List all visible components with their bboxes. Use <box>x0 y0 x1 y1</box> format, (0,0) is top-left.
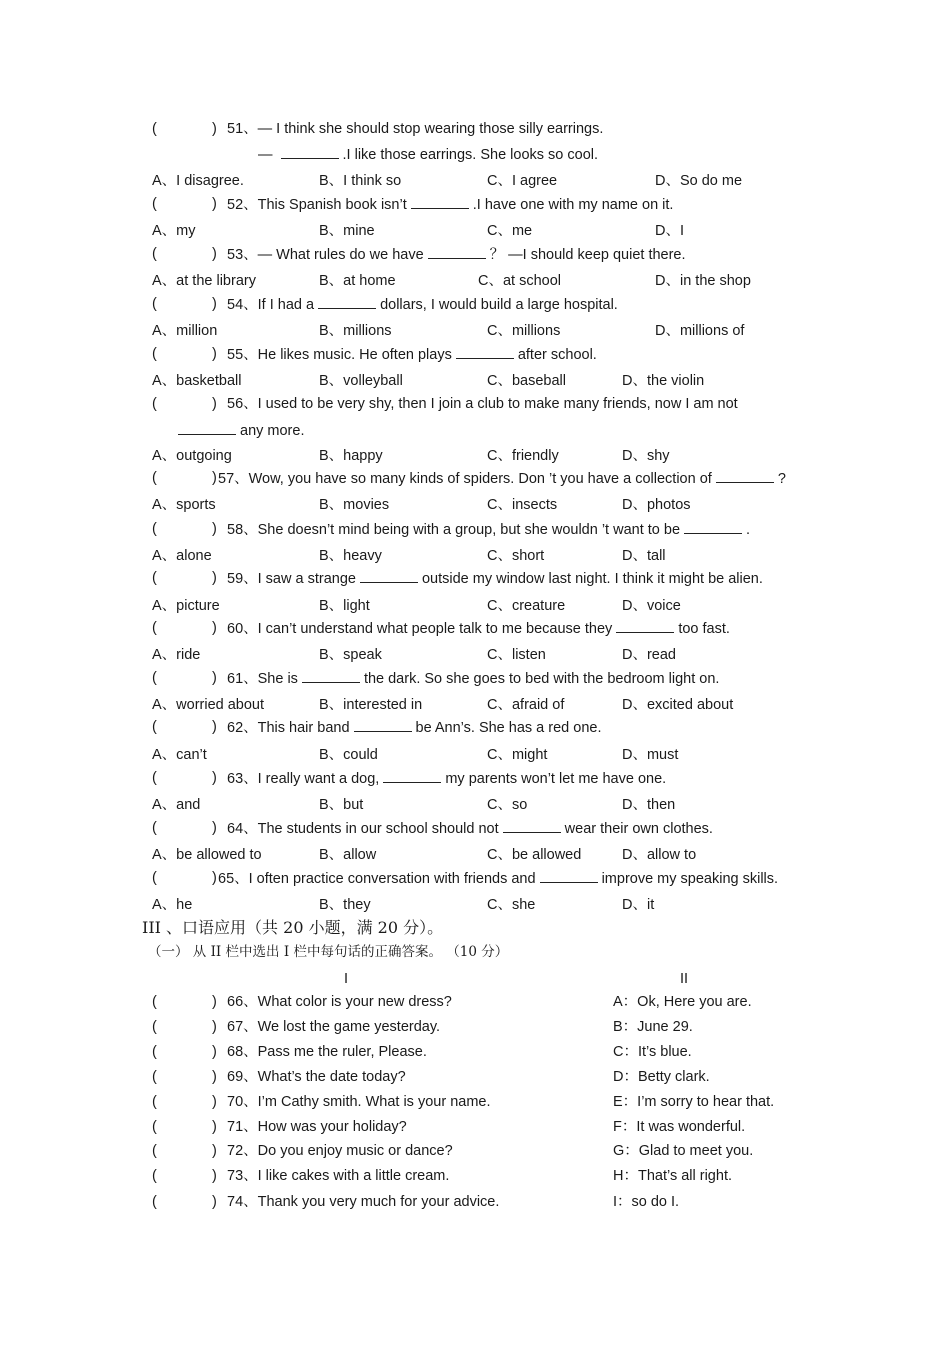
question-text <box>227 818 713 839</box>
match-question-text: 66、What color is your new dress? <box>227 994 452 1010</box>
option-a[interactable]: A、at the library <box>152 273 256 289</box>
question-prefix: 51、— I think she should stop wearing those silly earrings. <box>227 121 604 137</box>
paren-close: ) <box>212 470 217 486</box>
option-b[interactable]: B、could <box>319 747 378 763</box>
question-reply-line <box>258 144 598 164</box>
option-b[interactable]: B、mine <box>319 223 375 239</box>
option-c[interactable]: C、creature <box>487 598 566 614</box>
paren-close: ) <box>212 521 217 537</box>
paren-close: ) <box>212 296 217 312</box>
option-d[interactable]: D、then <box>622 797 676 813</box>
paren-open: ( <box>152 346 157 362</box>
paren-close: ) <box>212 1019 217 1035</box>
question-text <box>218 868 778 889</box>
paren-close: ) <box>212 1168 217 1184</box>
option-c[interactable]: C、friendly <box>487 448 559 464</box>
option-b[interactable]: B、movies <box>319 497 390 513</box>
match-question-text: 72、Do you enjoy music or dance? <box>227 1143 453 1159</box>
paren-close: ) <box>212 346 217 362</box>
question-suffix: . <box>746 522 751 538</box>
paren-close: ) <box>212 1044 217 1060</box>
question-text <box>227 568 763 589</box>
question-suffix: my parents won’t let me have one. <box>445 771 667 787</box>
question-text <box>227 119 603 139</box>
question-prefix: 61、She is <box>227 671 298 687</box>
option-c[interactable]: C、baseball <box>487 373 566 389</box>
option-d[interactable]: D、voice <box>622 598 681 614</box>
paren-close: ) <box>212 121 217 137</box>
question-text <box>227 618 730 639</box>
question-prefix: 63、I really want a dog, <box>227 771 380 787</box>
paren-open: ( <box>152 296 157 312</box>
paren-close: ) <box>212 770 217 786</box>
paren-open: ( <box>152 1094 157 1110</box>
paren-open: ( <box>152 1143 157 1159</box>
question-prefix: 64、The students in our school should not <box>227 821 499 837</box>
question-suffix: outside my window last night. I think it might be alien. <box>421 571 763 587</box>
answer-blank[interactable] <box>503 818 561 833</box>
match-question-text: 67、We lost the game yesterday. <box>227 1019 441 1035</box>
option-a[interactable]: A、sports <box>152 497 216 513</box>
question-suffix: ？ —I should keep quiet there. <box>489 247 686 263</box>
answer-blank[interactable] <box>411 194 469 209</box>
paren-open: ( <box>152 396 157 412</box>
question-prefix: 56、I used to be very shy, then I join a club to make many friends, now I am not <box>227 396 738 412</box>
match-answer: C：It’s blue. <box>613 1044 692 1060</box>
answer-blank[interactable] <box>716 468 774 483</box>
option-c[interactable]: C、millions <box>487 323 561 339</box>
question-text <box>227 244 686 265</box>
match-question-text: 71、How was your holiday? <box>227 1119 407 1135</box>
paren-close: ) <box>212 870 217 886</box>
match-answer: D：Betty clark. <box>613 1069 710 1085</box>
paren-open: ( <box>152 121 157 137</box>
reply-text: .I like those earrings. She looks so cool. <box>342 147 599 163</box>
part-instruction: （一） 从 II 栏中选出 I 栏中每句话的正确答案。 （10 分） <box>148 944 509 960</box>
option-b[interactable]: B、interested in <box>319 697 423 713</box>
paren-close: ) <box>212 1069 217 1085</box>
paren-close: ) <box>212 1094 217 1110</box>
question-suffix: dollars, I would build a large hospital. <box>380 297 618 313</box>
answer-blank[interactable] <box>383 768 441 783</box>
option-d[interactable]: D、the violin <box>622 373 705 389</box>
question-text <box>227 344 597 365</box>
option-d[interactable]: D、must <box>622 747 679 763</box>
question-suffix: .I have one with my name on it. <box>472 197 674 213</box>
paren-open: ( <box>152 1119 157 1135</box>
match-answer: H：That’s all right. <box>613 1168 732 1184</box>
section-title: III 、口语应用（共 20 小题，满 20 分）。 <box>142 918 444 937</box>
answer-blank[interactable] <box>616 618 674 633</box>
column-header-ii: II <box>680 971 689 987</box>
option-b[interactable]: B、millions <box>319 323 392 339</box>
match-answer: E：I’m sorry to hear that. <box>613 1094 775 1110</box>
match-question-text: 69、What’s the date today? <box>227 1069 406 1085</box>
option-a[interactable]: A、can’t <box>152 747 207 763</box>
option-c[interactable]: C、me <box>487 223 533 239</box>
paren-close: ) <box>212 1194 217 1210</box>
paren-close: ) <box>212 820 217 836</box>
match-question-text: 68、Pass me the ruler, Please. <box>227 1044 427 1060</box>
question-prefix: 53、— What rules do we have <box>227 247 424 263</box>
question-suffix: be Ann’s. She has a red one. <box>415 720 602 736</box>
paren-close: ) <box>212 994 217 1010</box>
option-d[interactable]: D、allow to <box>622 847 697 863</box>
option-d[interactable]: D、shy <box>622 448 670 464</box>
option-a[interactable]: A、million <box>152 323 218 339</box>
paren-open: ( <box>152 1019 157 1035</box>
question-continuation <box>174 420 304 440</box>
paren-close: ) <box>212 1119 217 1135</box>
option-b[interactable]: B、heavy <box>319 548 382 564</box>
option-a[interactable]: A、he <box>152 897 193 913</box>
question-text <box>227 294 618 315</box>
option-b[interactable]: B、but <box>319 797 364 813</box>
paren-open: ( <box>152 470 157 486</box>
answer-blank[interactable] <box>354 717 412 732</box>
paren-open: ( <box>152 570 157 586</box>
option-c[interactable]: C、at school <box>478 273 562 289</box>
option-b[interactable]: B、they <box>319 897 371 913</box>
paren-open: ( <box>152 1194 157 1210</box>
continuation-text: any more. <box>240 423 305 439</box>
option-a[interactable]: A、worried about <box>152 697 265 713</box>
paren-open: ( <box>152 770 157 786</box>
option-b[interactable]: B、volleyball <box>319 373 403 389</box>
question-text <box>227 394 738 414</box>
option-a[interactable]: A、be allowed to <box>152 847 262 863</box>
paren-close: ) <box>212 196 217 212</box>
match-question-text: 70、I’m Cathy smith. What is your name. <box>227 1094 491 1110</box>
answer-blank[interactable] <box>540 868 598 883</box>
match-answer: B：June 29. <box>613 1019 693 1035</box>
question-text <box>227 668 719 689</box>
paren-close: ) <box>212 670 217 686</box>
paren-close: ) <box>212 570 217 586</box>
match-answer: A：Ok, Here you are. <box>613 994 752 1010</box>
option-c[interactable]: C、she <box>487 897 536 913</box>
option-d[interactable]: D、photos <box>622 497 691 513</box>
option-a[interactable]: A、my <box>152 223 196 239</box>
paren-open: ( <box>152 1168 157 1184</box>
paren-open: ( <box>152 620 157 636</box>
option-b[interactable]: B、speak <box>319 647 382 663</box>
answer-blank[interactable] <box>318 294 376 309</box>
answer-blank[interactable] <box>360 568 418 583</box>
option-d[interactable]: D、I <box>655 223 684 239</box>
option-b[interactable]: B、allow <box>319 847 377 863</box>
paren-open: ( <box>152 1069 157 1085</box>
option-d[interactable]: D、So do me <box>655 173 743 189</box>
option-b[interactable]: B、light <box>319 598 370 614</box>
option-d[interactable]: D、millions of <box>655 323 745 339</box>
paren-open: ( <box>152 870 157 886</box>
option-c[interactable]: C、be allowed <box>487 847 582 863</box>
option-a[interactable]: A、picture <box>152 598 220 614</box>
option-c[interactable]: C、insects <box>487 497 558 513</box>
paren-open: ( <box>152 1044 157 1060</box>
answer-blank[interactable] <box>684 519 742 534</box>
question-prefix: 58、She doesn’t mind being with a group, but she wouldn ’t want to be <box>227 522 681 538</box>
paren-close: ) <box>212 620 217 636</box>
question-prefix: 54、If I had a <box>227 297 315 313</box>
option-a[interactable]: A、ride <box>152 647 201 663</box>
paren-open: ( <box>152 820 157 836</box>
answer-blank[interactable] <box>456 344 514 359</box>
match-answer: F：It was wonderful. <box>613 1119 746 1135</box>
reply-dash: — <box>258 147 277 163</box>
option-c[interactable]: C、short <box>487 548 545 564</box>
option-a[interactable]: A、outgoing <box>152 448 232 464</box>
paren-close: ) <box>212 719 217 735</box>
option-d[interactable]: D、it <box>622 897 655 913</box>
option-a[interactable]: A、and <box>152 797 201 813</box>
match-answer: I：so do I. <box>613 1194 680 1210</box>
question-prefix: 57、Wow, you have so many kinds of spiders. Don ’t you have a collection of <box>218 471 712 487</box>
option-a[interactable]: A、I disagree. <box>152 173 244 189</box>
option-d[interactable]: D、tall <box>622 548 666 564</box>
paren-open: ( <box>152 521 157 537</box>
question-prefix: 59、I saw a strange <box>227 571 356 587</box>
option-c[interactable]: C、listen <box>487 647 546 663</box>
question-prefix: 62、This hair band <box>227 720 350 736</box>
option-b[interactable]: B、I think so <box>319 173 402 189</box>
paren-open: ( <box>152 994 157 1010</box>
option-c[interactable]: C、might <box>487 747 548 763</box>
option-c[interactable]: C、so <box>487 797 528 813</box>
question-text <box>227 717 601 738</box>
answer-blank[interactable] <box>281 144 339 159</box>
option-a[interactable]: A、alone <box>152 548 212 564</box>
match-question-text: 74、Thank you very much for your advice. <box>227 1194 500 1210</box>
question-text <box>227 194 673 215</box>
answer-blank[interactable] <box>178 420 236 435</box>
option-d[interactable]: D、excited about <box>622 697 734 713</box>
option-a[interactable]: A、basketball <box>152 373 242 389</box>
question-suffix: too fast. <box>678 621 730 637</box>
question-suffix: ? <box>777 471 786 487</box>
column-header-i: I <box>344 971 349 987</box>
question-suffix: after school. <box>517 347 597 363</box>
paren-open: ( <box>152 246 157 262</box>
option-d[interactable]: D、read <box>622 647 676 663</box>
paren-open: ( <box>152 670 157 686</box>
paren-open: ( <box>152 196 157 212</box>
paren-close: ) <box>212 1143 217 1159</box>
question-text <box>218 468 786 489</box>
answer-blank[interactable] <box>428 244 486 259</box>
option-b[interactable]: B、happy <box>319 448 383 464</box>
question-suffix: the dark. So she goes to bed with the bedroom light on. <box>363 671 720 687</box>
match-question-text: 73、I like cakes with a little cream. <box>227 1168 450 1184</box>
option-b[interactable]: B、at home <box>319 273 396 289</box>
question-prefix: 55、He likes music. He often plays <box>227 347 452 363</box>
question-text <box>227 768 666 789</box>
option-c[interactable]: C、I agree <box>487 173 558 189</box>
question-suffix: wear their own clothes. <box>564 821 713 837</box>
question-prefix: 60、I can’t understand what people talk to me because they <box>227 621 613 637</box>
question-prefix: 65、I often practice conversation with friends and <box>218 871 536 887</box>
paren-close: ) <box>212 396 217 412</box>
question-prefix: 52、This Spanish book isn’t <box>227 197 407 213</box>
paren-close: ) <box>212 246 217 262</box>
option-d[interactable]: D、in the shop <box>655 273 751 289</box>
question-suffix: improve my speaking skills. <box>601 871 779 887</box>
match-answer: G：Glad to meet you. <box>613 1143 754 1159</box>
answer-blank[interactable] <box>302 668 360 683</box>
paren-open: ( <box>152 719 157 735</box>
option-c[interactable]: C、afraid of <box>487 697 565 713</box>
question-text <box>227 519 750 540</box>
